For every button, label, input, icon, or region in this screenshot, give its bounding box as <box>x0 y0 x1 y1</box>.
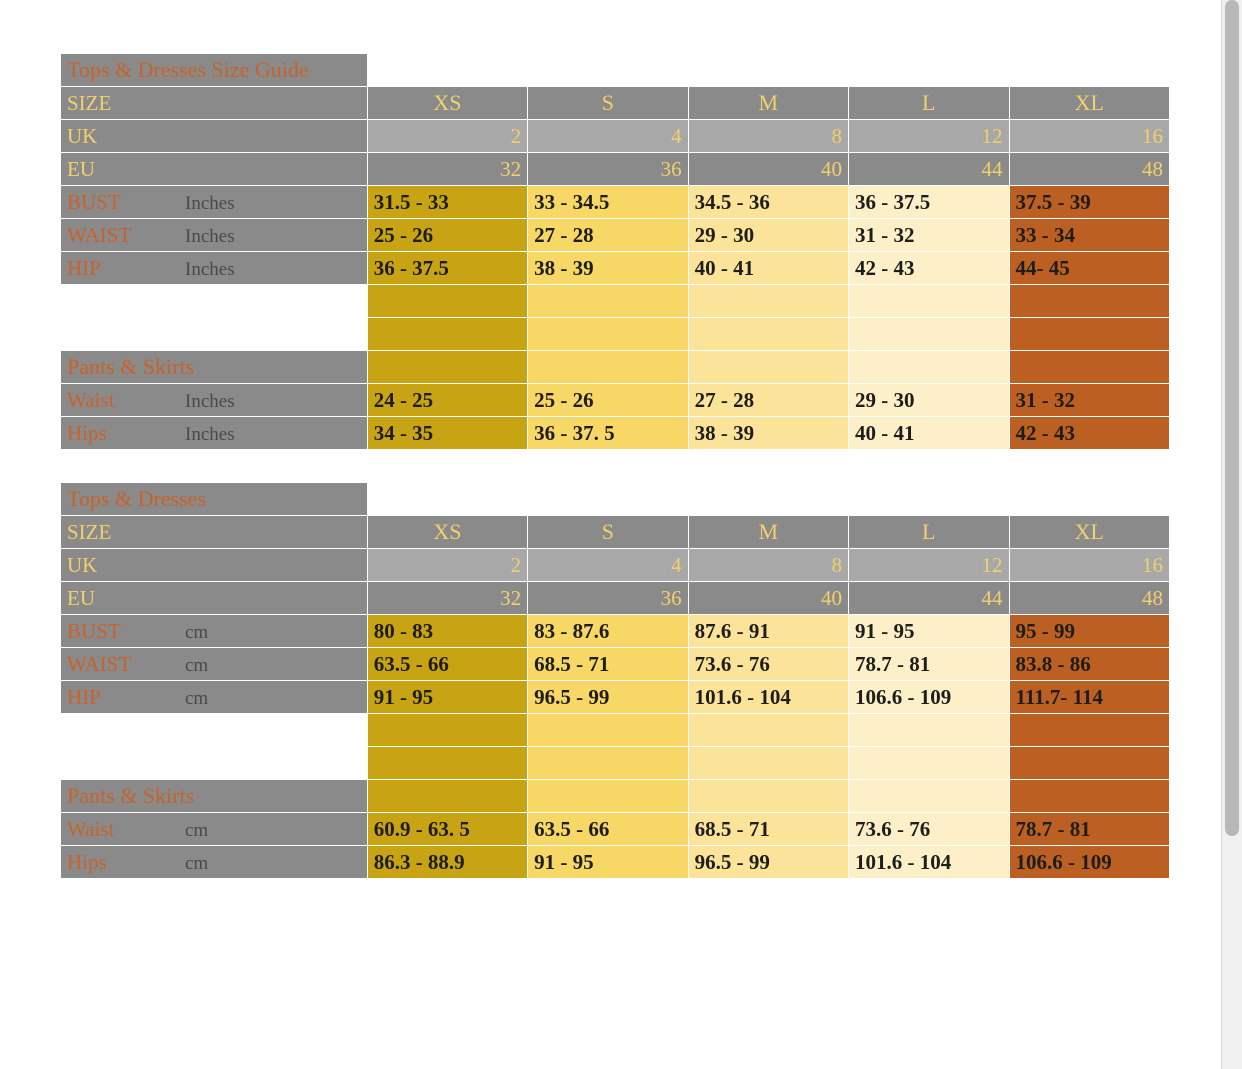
cell-bust-xl: 37.5 - 39 <box>1009 186 1170 219</box>
blank-cell <box>849 54 1009 87</box>
table-row-pants-waist-inches <box>61 384 1170 417</box>
table-row-pants-waist-cm <box>61 813 1170 846</box>
cell-pants-hips-xs: 34 - 35 <box>367 417 527 450</box>
cell-hip-m: 40 - 41 <box>688 252 848 285</box>
cell-pants-waist-s-cm: 63.5 - 66 <box>528 813 688 846</box>
cell-hip-xl: 44- 45 <box>1009 252 1170 285</box>
cell-waist-m: 29 - 30 <box>688 219 848 252</box>
section-title-cm: Tops & Dresses <box>61 483 368 516</box>
size-header-label: SIZE <box>61 87 368 120</box>
blank-cell-m <box>688 780 848 813</box>
cell-hip-xs: 36 - 37.5 <box>367 252 527 285</box>
cell-pants-waist-m: 27 - 28 <box>688 384 848 417</box>
uk-value-l: 12 <box>849 120 1009 153</box>
blank-cell-m <box>688 714 848 747</box>
blank-cell <box>1009 483 1170 516</box>
cell-pants-waist-xs: 24 - 25 <box>367 384 527 417</box>
blank-cell <box>61 450 368 483</box>
blank-cell-m <box>688 351 848 384</box>
cell-bust-xs-cm: 80 - 83 <box>367 615 527 648</box>
cell-waist-l: 31 - 32 <box>849 219 1009 252</box>
blank-cell-s <box>528 285 688 318</box>
table-row-spacer <box>61 318 1170 351</box>
row-label-hip <box>61 252 368 285</box>
row-label-text: BUST <box>67 618 121 643</box>
blank-cell <box>528 483 688 516</box>
row-label-pants-hips <box>61 417 368 450</box>
section-title-inches: Tops & Dresses Size Guide <box>61 54 368 87</box>
blank-cell-s <box>528 714 688 747</box>
eu-value-xs-cm: 32 <box>367 582 527 615</box>
row-unit-text: Inches <box>185 423 235 445</box>
uk-label-cm: UK <box>61 549 368 582</box>
cell-hip-l-cm: 106.6 - 109 <box>849 681 1009 714</box>
table-row-hip-cm <box>61 681 1170 714</box>
blank-cell-s <box>528 747 688 780</box>
cell-bust-m: 34.5 - 36 <box>688 186 848 219</box>
row-label-waist-cm <box>61 648 368 681</box>
table-row-uk <box>61 549 1170 582</box>
cell-waist-xs: 25 - 26 <box>367 219 527 252</box>
blank-cell-l <box>849 714 1009 747</box>
table-row-waist-inches <box>61 219 1170 252</box>
eu-value-s: 36 <box>528 153 688 186</box>
cell-pants-waist-m-cm: 68.5 - 71 <box>688 813 848 846</box>
blank-cell-xs <box>367 714 527 747</box>
blank-cell-xs <box>367 351 527 384</box>
blank-cell-m <box>688 285 848 318</box>
cell-waist-s: 27 - 28 <box>528 219 688 252</box>
row-label-text: Waist <box>67 816 115 841</box>
cell-waist-m-cm: 73.6 - 76 <box>688 648 848 681</box>
table-row-gap <box>61 450 1170 483</box>
cell-hip-xl-cm: 111.7- 114 <box>1009 681 1170 714</box>
uk-value-s-cm: 4 <box>528 549 688 582</box>
row-label-text: Waist <box>67 387 115 412</box>
size-header-m: M <box>688 87 848 120</box>
eu-value-xl: 48 <box>1009 153 1170 186</box>
size-header-xl: XL <box>1009 87 1170 120</box>
vertical-scrollbar[interactable] <box>1221 0 1242 1069</box>
table-row-spacer <box>61 285 1170 318</box>
row-unit-text: cm <box>185 654 209 676</box>
table-row-subsection-title <box>61 780 1170 813</box>
row-label-pants-waist <box>61 384 368 417</box>
row-unit-text: Inches <box>185 225 235 247</box>
blank-cell-l <box>849 318 1009 351</box>
blank-cell-xl <box>1009 285 1170 318</box>
row-unit-text: Inches <box>185 192 235 214</box>
blank-cell-xs <box>367 780 527 813</box>
table-row-pants-hips-cm <box>61 846 1170 879</box>
row-unit-text: cm <box>185 621 209 643</box>
blank-cell <box>1009 54 1170 87</box>
size-header-l: L <box>849 87 1009 120</box>
blank-cell <box>528 450 688 483</box>
blank-cell-l <box>849 747 1009 780</box>
blank-cell-s <box>528 780 688 813</box>
cell-waist-xl: 33 - 34 <box>1009 219 1170 252</box>
blank-cell-xs <box>367 285 527 318</box>
cell-pants-hips-s-cm: 91 - 95 <box>528 846 688 879</box>
row-label-pants-waist-cm <box>61 813 368 846</box>
blank-cell-l <box>849 351 1009 384</box>
blank-cell-xs <box>367 318 527 351</box>
row-label-text: HIP <box>67 255 101 280</box>
table-row-section-title <box>61 483 1170 516</box>
uk-value-xs: 2 <box>367 120 527 153</box>
cell-pants-hips-xl-cm: 106.6 - 109 <box>1009 846 1170 879</box>
blank-cell <box>61 747 368 780</box>
row-label-text: Hips <box>67 420 107 445</box>
cell-hip-xs-cm: 91 - 95 <box>367 681 527 714</box>
blank-cell-xl <box>1009 714 1170 747</box>
size-header-s-cm: S <box>528 516 688 549</box>
blank-cell <box>367 483 527 516</box>
cell-pants-hips-l-cm: 101.6 - 104 <box>849 846 1009 879</box>
blank-cell-xs <box>367 747 527 780</box>
table-row-spacer <box>61 714 1170 747</box>
blank-cell <box>849 450 1009 483</box>
eu-value-xl-cm: 48 <box>1009 582 1170 615</box>
table-row-hip-inches <box>61 252 1170 285</box>
subsection-title-pants-skirts-inches: Pants & Skirts <box>61 351 368 384</box>
blank-cell <box>688 54 848 87</box>
cell-waist-s-cm: 68.5 - 71 <box>528 648 688 681</box>
cell-bust-s: 33 - 34.5 <box>528 186 688 219</box>
eu-label: EU <box>61 153 368 186</box>
size-header-xs-cm: XS <box>367 516 527 549</box>
cell-waist-xl-cm: 83.8 - 86 <box>1009 648 1170 681</box>
table-row-section-title <box>61 54 1170 87</box>
cell-bust-l-cm: 91 - 95 <box>849 615 1009 648</box>
blank-cell <box>61 285 368 318</box>
row-unit-text: Inches <box>185 258 235 280</box>
size-header-xl-cm: XL <box>1009 516 1170 549</box>
cell-hip-s: 38 - 39 <box>528 252 688 285</box>
table-row-size-header <box>61 516 1170 549</box>
row-unit-text: cm <box>185 819 209 841</box>
uk-value-xl-cm: 16 <box>1009 549 1170 582</box>
row-label-pants-hips-cm <box>61 846 368 879</box>
row-unit-text: Inches <box>185 390 235 412</box>
table-row-pants-hips-inches <box>61 417 1170 450</box>
eu-label-cm: EU <box>61 582 368 615</box>
table-row-bust-inches <box>61 186 1170 219</box>
blank-cell <box>367 450 527 483</box>
row-label-text: BUST <box>67 189 121 214</box>
uk-value-m: 8 <box>688 120 848 153</box>
cell-pants-waist-l: 29 - 30 <box>849 384 1009 417</box>
blank-cell <box>528 54 688 87</box>
uk-value-xl: 16 <box>1009 120 1170 153</box>
table-row-eu <box>61 582 1170 615</box>
cell-pants-waist-xl-cm: 78.7 - 81 <box>1009 813 1170 846</box>
cell-pants-hips-m-cm: 96.5 - 99 <box>688 846 848 879</box>
uk-value-l-cm: 12 <box>849 549 1009 582</box>
eu-value-s-cm: 36 <box>528 582 688 615</box>
cell-hip-l: 42 - 43 <box>849 252 1009 285</box>
uk-value-xs-cm: 2 <box>367 549 527 582</box>
table-row-eu <box>61 153 1170 186</box>
eu-value-l: 44 <box>849 153 1009 186</box>
blank-cell-s <box>528 318 688 351</box>
row-label-text: Hips <box>67 849 107 874</box>
cell-pants-hips-m: 38 - 39 <box>688 417 848 450</box>
cell-waist-xs-cm: 63.5 - 66 <box>367 648 527 681</box>
blank-cell-xl <box>1009 747 1170 780</box>
eu-value-m: 40 <box>688 153 848 186</box>
blank-cell <box>688 450 848 483</box>
row-unit-text: cm <box>185 687 209 709</box>
cell-waist-l-cm: 78.7 - 81 <box>849 648 1009 681</box>
blank-cell <box>367 54 527 87</box>
cell-bust-m-cm: 87.6 - 91 <box>688 615 848 648</box>
cell-pants-hips-l: 40 - 41 <box>849 417 1009 450</box>
cell-pants-waist-l-cm: 73.6 - 76 <box>849 813 1009 846</box>
uk-label: UK <box>61 120 368 153</box>
cell-bust-l: 36 - 37.5 <box>849 186 1009 219</box>
size-guide-table <box>60 53 1170 879</box>
blank-cell <box>61 714 368 747</box>
table-row-subsection-title <box>61 351 1170 384</box>
row-unit-text: cm <box>185 852 209 874</box>
blank-cell <box>688 483 848 516</box>
blank-cell <box>849 483 1009 516</box>
subsection-title-pants-skirts-cm: Pants & Skirts <box>61 780 368 813</box>
row-label-text: HIP <box>67 684 101 709</box>
eu-value-xs: 32 <box>367 153 527 186</box>
eu-value-m-cm: 40 <box>688 582 848 615</box>
size-header-xs: XS <box>367 87 527 120</box>
cell-pants-hips-xs-cm: 86.3 - 88.9 <box>367 846 527 879</box>
blank-cell-s <box>528 351 688 384</box>
blank-cell-m <box>688 747 848 780</box>
uk-value-s: 4 <box>528 120 688 153</box>
eu-value-l-cm: 44 <box>849 582 1009 615</box>
table-row-spacer <box>61 747 1170 780</box>
row-label-bust-cm <box>61 615 368 648</box>
scrollbar-thumb[interactable] <box>1225 0 1239 836</box>
size-header-s: S <box>528 87 688 120</box>
row-label-bust <box>61 186 368 219</box>
table-row-size-header <box>61 87 1170 120</box>
cell-bust-xs: 31.5 - 33 <box>367 186 527 219</box>
blank-cell-xl <box>1009 351 1170 384</box>
blank-cell-l <box>849 780 1009 813</box>
cell-pants-waist-s: 25 - 26 <box>528 384 688 417</box>
size-header-m-cm: M <box>688 516 848 549</box>
cell-bust-xl-cm: 95 - 99 <box>1009 615 1170 648</box>
row-label-hip-cm <box>61 681 368 714</box>
size-header-l-cm: L <box>849 516 1009 549</box>
blank-cell-m <box>688 318 848 351</box>
cell-pants-hips-s: 36 - 37. 5 <box>528 417 688 450</box>
cell-pants-waist-xl: 31 - 32 <box>1009 384 1170 417</box>
cell-hip-m-cm: 101.6 - 104 <box>688 681 848 714</box>
table-row-bust-cm <box>61 615 1170 648</box>
size-header-label-cm: SIZE <box>61 516 368 549</box>
cell-pants-waist-xs-cm: 60.9 - 63. 5 <box>367 813 527 846</box>
blank-cell-xl <box>1009 318 1170 351</box>
blank-cell <box>61 318 368 351</box>
blank-cell <box>1009 450 1170 483</box>
cell-hip-s-cm: 96.5 - 99 <box>528 681 688 714</box>
cell-pants-hips-xl: 42 - 43 <box>1009 417 1170 450</box>
cell-bust-s-cm: 83 - 87.6 <box>528 615 688 648</box>
row-label-text: WAIST <box>67 651 132 676</box>
uk-value-m-cm: 8 <box>688 549 848 582</box>
blank-cell-l <box>849 285 1009 318</box>
row-label-waist <box>61 219 368 252</box>
blank-cell-xl <box>1009 780 1170 813</box>
row-label-text: WAIST <box>67 222 132 247</box>
table-row-waist-cm <box>61 648 1170 681</box>
table-row-uk <box>61 120 1170 153</box>
